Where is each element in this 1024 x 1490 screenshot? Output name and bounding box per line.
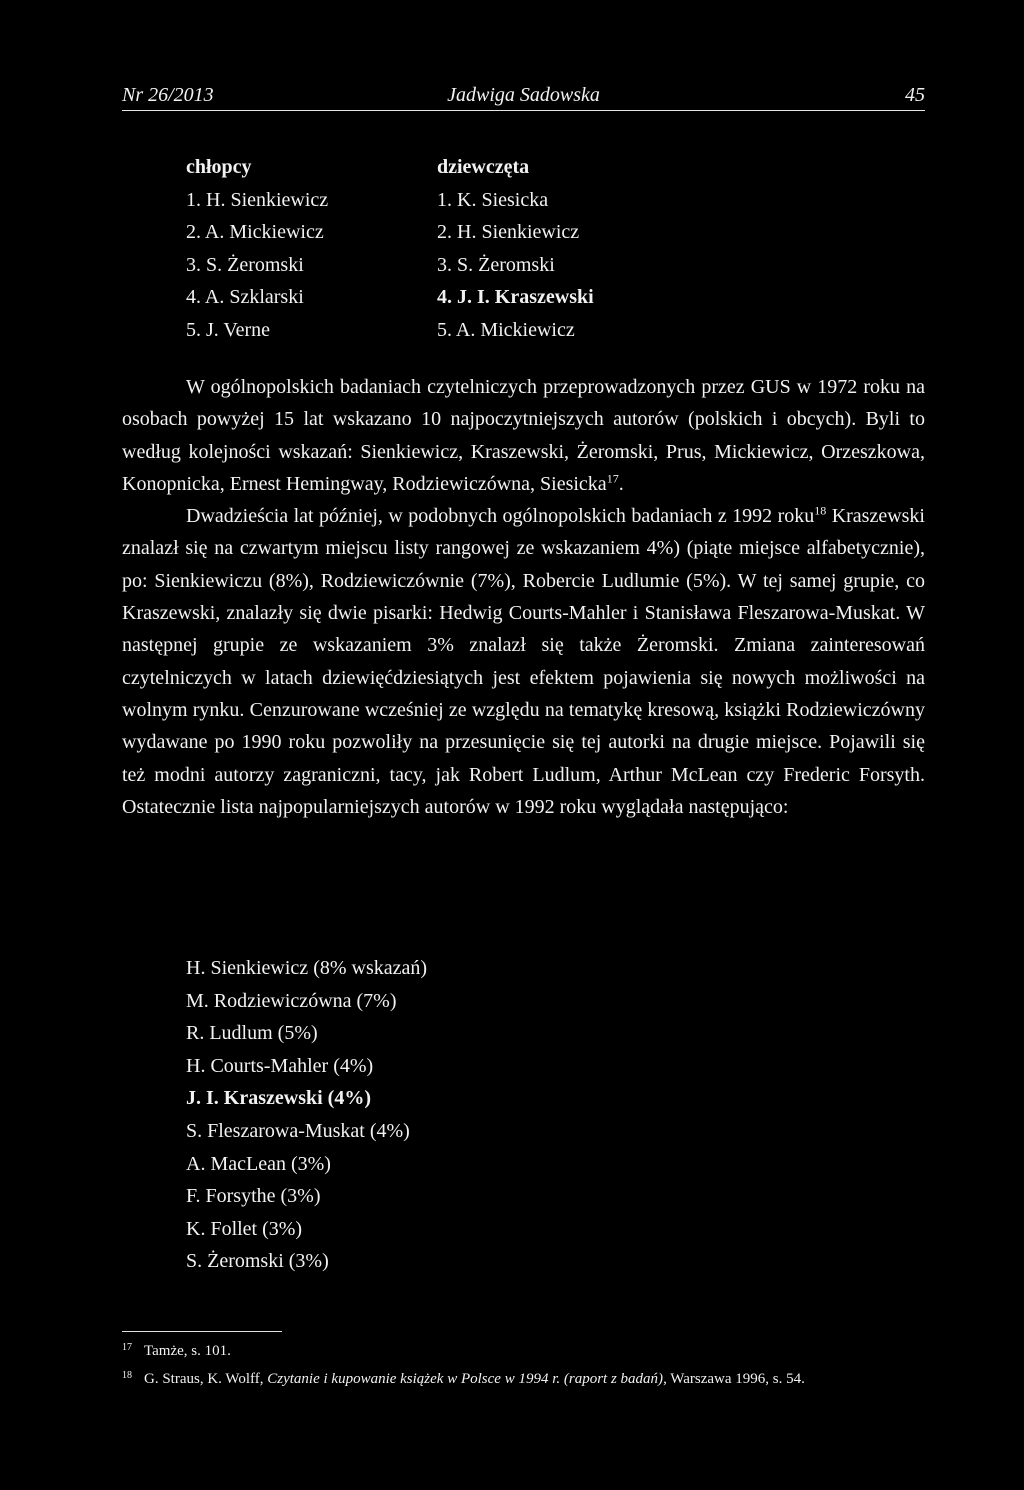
ranking-item: 4. A. Szklarski	[186, 286, 304, 308]
ranking-item: 1. H. Sienkiewicz	[186, 188, 329, 211]
ranking-item: 3. S. Żeromski	[437, 253, 555, 276]
list-item: K. Follet (3%)	[186, 1217, 303, 1240]
footnote-text: , Warszawa 1996, s. 54.	[663, 1371, 805, 1387]
paragraph-end: .	[618, 472, 624, 495]
ranking-heading-boys: chłopcy	[186, 156, 252, 178]
authors-list-1992	[186, 952, 427, 1278]
list-item: H. Sienkiewicz (8% wskazań)	[186, 957, 428, 979]
list-item-highlighted: J. I. Kraszewski (4%)	[186, 1087, 371, 1110]
ranking-item: 1. K. Siesicka	[437, 188, 549, 211]
paragraph-1992-survey	[122, 500, 925, 823]
paragraph-text: Kraszewski znalazł się na czwartym miejscu listy rangowej ze wskazaniem 4%) (piąte miejsce alfabetycznie), po: Sienkiewiczu (8%), Rodziewiczównie (7%), Robercie Ludlumie (5%). W tej samej grupie, co Kraszewski, znalazły się dwie pisarki: Hedwig Courts-Mahler i Stanisława Fleszarowa-Muskat. W następnej grupie ze wskazaniem 3% znalazł się także Żeromski. Zmiana zainteresowań czytelniczych w latach dziewięćdziesiątych jest efektem pojawienia się nowych możliwości na wolnym rynku. Cenzurowane wcześniej ze względu na tematykę kresową, książki Rodziewiczówny wydawane po 1990 roku pozwoliły na przesunięcie się tej autorki na drugie miejsce. Pojawili się też modni autorzy zagraniczni, tacy, jak Robert Ludlum, Arthur McLean czy Frederic Forsyth. Ostatecznie lista najpopularniejszych autorów w 1992 roku wyglądała następująco:	[122, 505, 925, 818]
ranking-girls	[437, 151, 594, 346]
footnote-cited-title: Czytanie i kupowanie książek w Polsce w 1994 r. (raport z badań)	[267, 1371, 664, 1387]
footnote-text: Tamże, s. 101.	[144, 1343, 231, 1359]
ranking-item: 3. S. Żeromski	[186, 253, 304, 276]
page-number: 45	[905, 84, 925, 106]
footnote-separator	[122, 1331, 282, 1332]
paragraph-text: W ogólnopolskich badaniach czytelniczych przeprowadzonych przez GUS w 1972 roku na osobach powyżej 15 lat wskazano 10 najpoczytniejszych autorów (polskich i obcych). Byli to według kolejności wskazań: Sienkiewicz, Kraszewski, Żeromski, Prus, Mickiewicz, Orzeszkowa, Konopnicka, Ernest Hemingway, Rodziewiczówna, Siesicka	[122, 376, 925, 495]
list-item: R. Ludlum (5%)	[186, 1022, 318, 1045]
list-item: A. MacLean (3%)	[186, 1152, 331, 1175]
footnote-ref-17: 17	[606, 471, 619, 486]
paragraph-text: Dwadzieścia lat później, w podobnych ogólnopolskich badaniach z 1992 roku	[186, 505, 815, 528]
list-item: F. Forsythe (3%)	[186, 1185, 321, 1208]
footnote-18	[122, 1365, 925, 1393]
body-text	[122, 371, 925, 823]
footnote-ref-18: 18	[814, 503, 827, 518]
ranking-item: 5. J. Verne	[186, 318, 271, 341]
issue-number: Nr 26/2013	[122, 84, 214, 106]
article-author: Jadwiga Sadowska	[447, 84, 600, 106]
ranking-boys	[186, 151, 328, 346]
list-item: M. Rodziewiczówna (7%)	[186, 989, 397, 1012]
paragraph-1972-survey	[122, 371, 925, 500]
ranking-item: 2. A. Mickiewicz	[186, 221, 324, 243]
list-item: S. Fleszarowa-Muskat (4%)	[186, 1119, 410, 1142]
footnote-17	[122, 1337, 925, 1365]
footnote-number: 17	[122, 1342, 132, 1353]
list-item: H. Courts-Mahler (4%)	[186, 1054, 374, 1077]
ranking-item: 2. H. Sienkiewicz	[437, 221, 580, 243]
ranking-heading-girls: dziewczęta	[437, 156, 530, 178]
ranking-item-highlighted: 4. J. I. Kraszewski	[437, 286, 594, 308]
list-item: S. Żeromski (3%)	[186, 1250, 329, 1273]
footnotes	[122, 1337, 925, 1393]
ranking-item: 5. A. Mickiewicz	[437, 318, 575, 341]
footnote-number: 18	[122, 1370, 132, 1381]
running-header	[122, 82, 925, 111]
footnote-text: G. Straus, K. Wolff,	[144, 1371, 268, 1387]
